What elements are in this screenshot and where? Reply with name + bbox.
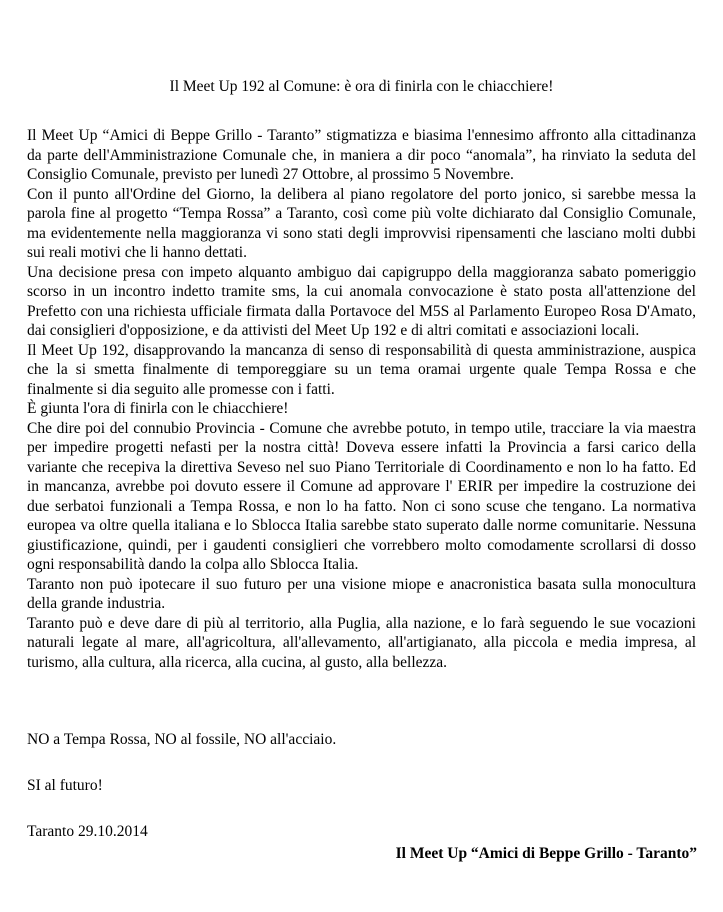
paragraph: Il Meet Up 192, disapprovando la mancanza di senso di responsabilità di questa amministrazione, auspica che la si smetta finalmente di temporeggiare su un tema oramai urgente quale Tempa Rossa e che finalmente si dia seguito alle promesse con i fatti.: [27, 341, 696, 398]
paragraph: Con il punto all'Ordine del Giorno, la delibera al piano regolatore del porto jonico, si sarebbe messa la parola fine al progetto “Tempa Rossa” a Taranto, così come più volte dichiarato dal Consiglio Comunale, ma evidentemente nella maggioranza vi sono stati degli improvvisi ripensamenti che lasciano molti dubbi sui reali motivi che li hanno dettati.: [27, 185, 696, 261]
paragraph: Taranto può e deve dare di più al territorio, alla Puglia, alla nazione, e lo farà seguendo le sue vocazioni naturali legate al mare, all'agricoltura, all'allevamento, all'artigianato, alla piccola e media impresa, al turismo, alla cultura, alla ricerca, alla cucina, al gusto, alla bellezza.: [27, 614, 696, 671]
signature: Il Meet Up “Amici di Beppe Grillo - Taranto”: [395, 845, 697, 862]
paragraph: Il Meet Up “Amici di Beppe Grillo - Taranto” stigmatizza e biasima l'ennesimo affronto alla cittadinanza da parte dell'Amministrazione Comunale che, in maniera a dir poco “anomala”, ha rinviato la seduta del Consiglio Comunale, previsto per lunedì 27 Ottobre, al prossimo 5 Novembre.: [27, 127, 696, 183]
paragraph: Taranto non può ipotecare il suo futuro per una visione miope e anacronistica basata sulla monocultura della grande industria.: [27, 575, 696, 612]
document-body: [27, 126, 696, 672]
slogan-no: NO a Tempa Rossa, NO al fossile, NO all'acciaio.: [27, 731, 337, 748]
paragraph: Una decisione presa con impeto alquanto ambiguo dai capigruppo della maggioranza sabato pomeriggio scorso in un incontro indetto tramite sms, la cui anomala convocazione è stato posta all'attenzione del Prefetto con una richiesta ufficiale firmata dalla Portavoce del M5S al Parlamento Europeo Rosa D'Amato, dai consiglieri d'opposizione, e da attivisti del Meet Up 192 e di altri comitati e associazioni locali.: [27, 263, 696, 339]
paragraph: È giunta l'ora di finirla con le chiacchiere!: [27, 400, 289, 417]
slogan-yes: SI al futuro!: [27, 777, 103, 794]
date-line: Taranto 29.10.2014: [27, 823, 148, 840]
paragraph: Che dire poi del connubio Provincia - Comune che avrebbe potuto, in tempo utile, tracciare la via maestra per impedire progetti nefasti per la nostra città! Doveva essere infatti la Provincia a farsi carico della variante che recepiva la direttiva Seveso nel suo Piano Territoriale di Coordinamento e non lo ha fatto. Ed in mancanza, avrebbe poi dovuto essere il Comune ad approvare l' ERIR per impedire la costruzione dei due serbatoi funzionali a Tempa Rossa, e non lo ha fatto. Non ci sono scuse che tengano. La normativa europea va oltre quella italiana e lo Sblocca Italia sarebbe stato superato dalle norme comunitarie. Nessuna giustificazione, quindi, per i gaudenti consiglieri che vorrebbero molto comodamente scrollarsi di dosso ogni responsabilità dando la colpa allo Sblocca Italia.: [27, 419, 696, 573]
document-title: Il Meet Up 192 al Comune: è ora di finirla con le chiacchiere!: [169, 78, 554, 95]
